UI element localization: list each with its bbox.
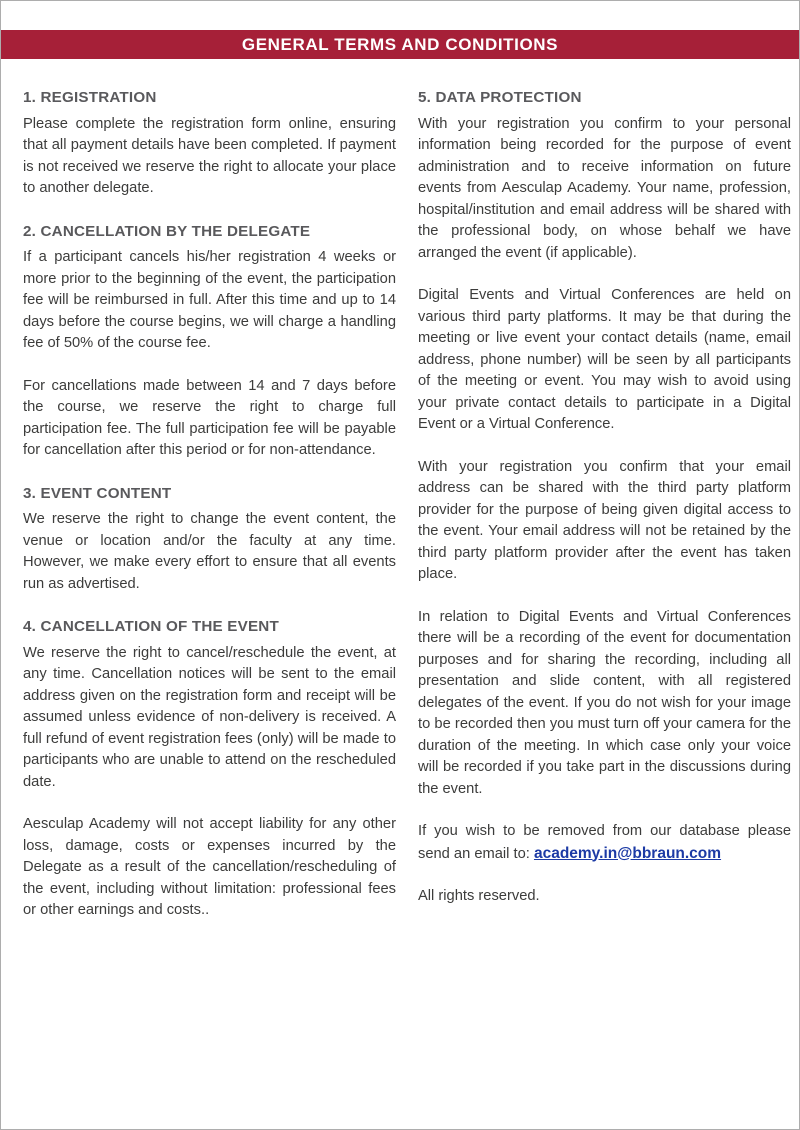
removal-email-link[interactable]: academy.in@bbraun.com [533,844,722,862]
database-removal-paragraph [418,821,791,865]
section-heading: 5. DATA PROTECTION [418,89,582,106]
right-column [418,87,791,943]
section-paragraph: We reserve the right to change the event content, the venue or location and/or the faculty at any time. However, we make every effort to ensure that all events run as advertised. [23,511,396,592]
section-heading: 4. CANCELLATION OF THE EVENT [23,618,279,635]
section-heading: 3. EVENT CONTENT [23,484,172,502]
section-cancellation-of-event [23,616,396,922]
section-paragraph: For cancellations made between 14 and 7 days before the course, we reserve the right to charge full participation fee. The full participation fee will be payable for cancellation after this period or for non-attendance. [23,377,396,458]
section-registration [23,87,396,200]
section-heading: 1. REGISTRATION [23,89,157,106]
left-column [23,87,396,943]
section-paragraph: With your registration you confirm that your email address can be shared with the third party platform provider for the purpose of being given digital access to the event. Your email address will not be retained by the third party platform provider after the event has taken place. [418,458,791,582]
section-paragraph: Please complete the registration form online, ensuring that all payment details have been completed. If payment is not received we reserve the right to allocate your place to another delegate. [23,115,396,196]
content-columns [1,59,799,943]
section-paragraph: In relation to Digital Events and Virtual Conferences there will be a recording of the event for documentation purposes and for sharing the recording, including all presentation and slide content, with all registered delegates of the event. If you do not wish for your image to be recorded then you must turn off your camera for the duration of the meeting. In which case only your voice will be recorded if you take part in the discussions during the event. [418,608,791,797]
section-event-content [23,483,396,596]
removal-prefix-text: If you wish to be removed from our database please send an email to: [418,823,791,862]
section-data-protection [418,87,791,908]
section-paragraph: We reserve the right to cancel/reschedule the event, at any time. Cancellation notices will be sent to the email address given on the registration form and receipt will be assumed unless evidence of non-delivery is received. A full refund of event registration fees (only) will be made to participants who are unable to attend on the rescheduled date. [23,644,396,790]
section-paragraph: With your registration you confirm to your personal information being recorded for the purpose of event administration and to receive information on future events from Aesculap Academy. Your name, profession, hospital/institution and email address will be shared with the professional body, on whose behalf we have arranged the event (if applicable). [418,115,791,261]
section-cancellation-by-delegate [23,221,396,462]
section-paragraph: Aesculap Academy will not accept liability for any other loss, damage, costs or expenses incurred by the Delegate as a result of the cancellation/rescheduling of the event, including without limitation: professional fees or other earnings and costs.. [23,816,396,918]
header-bar [1,30,799,59]
page-title: GENERAL TERMS AND CONDITIONS [241,34,559,54]
section-paragraph: If a participant cancels his/her registration 4 weeks or more prior to the beginning of the event, the participation fee will be reimbursed in full. After this time and up to 14 days before the course begins, we will charge a handling fee of 50% of the course fee. [23,249,396,351]
rights-reserved-text: All rights reserved. [418,888,540,904]
section-heading: 2. CANCELLATION BY THE DELEGATE [23,222,311,240]
section-paragraph: Digital Events and Virtual Conferences are held on various third party platforms. It may be that during the meeting or live event your contact details (name, email address, phone number) will be seen by all participants of the meeting or event. You may wish to avoid using your private contact details to participate in a Digital Event or a Virtual Conference. [418,287,791,432]
